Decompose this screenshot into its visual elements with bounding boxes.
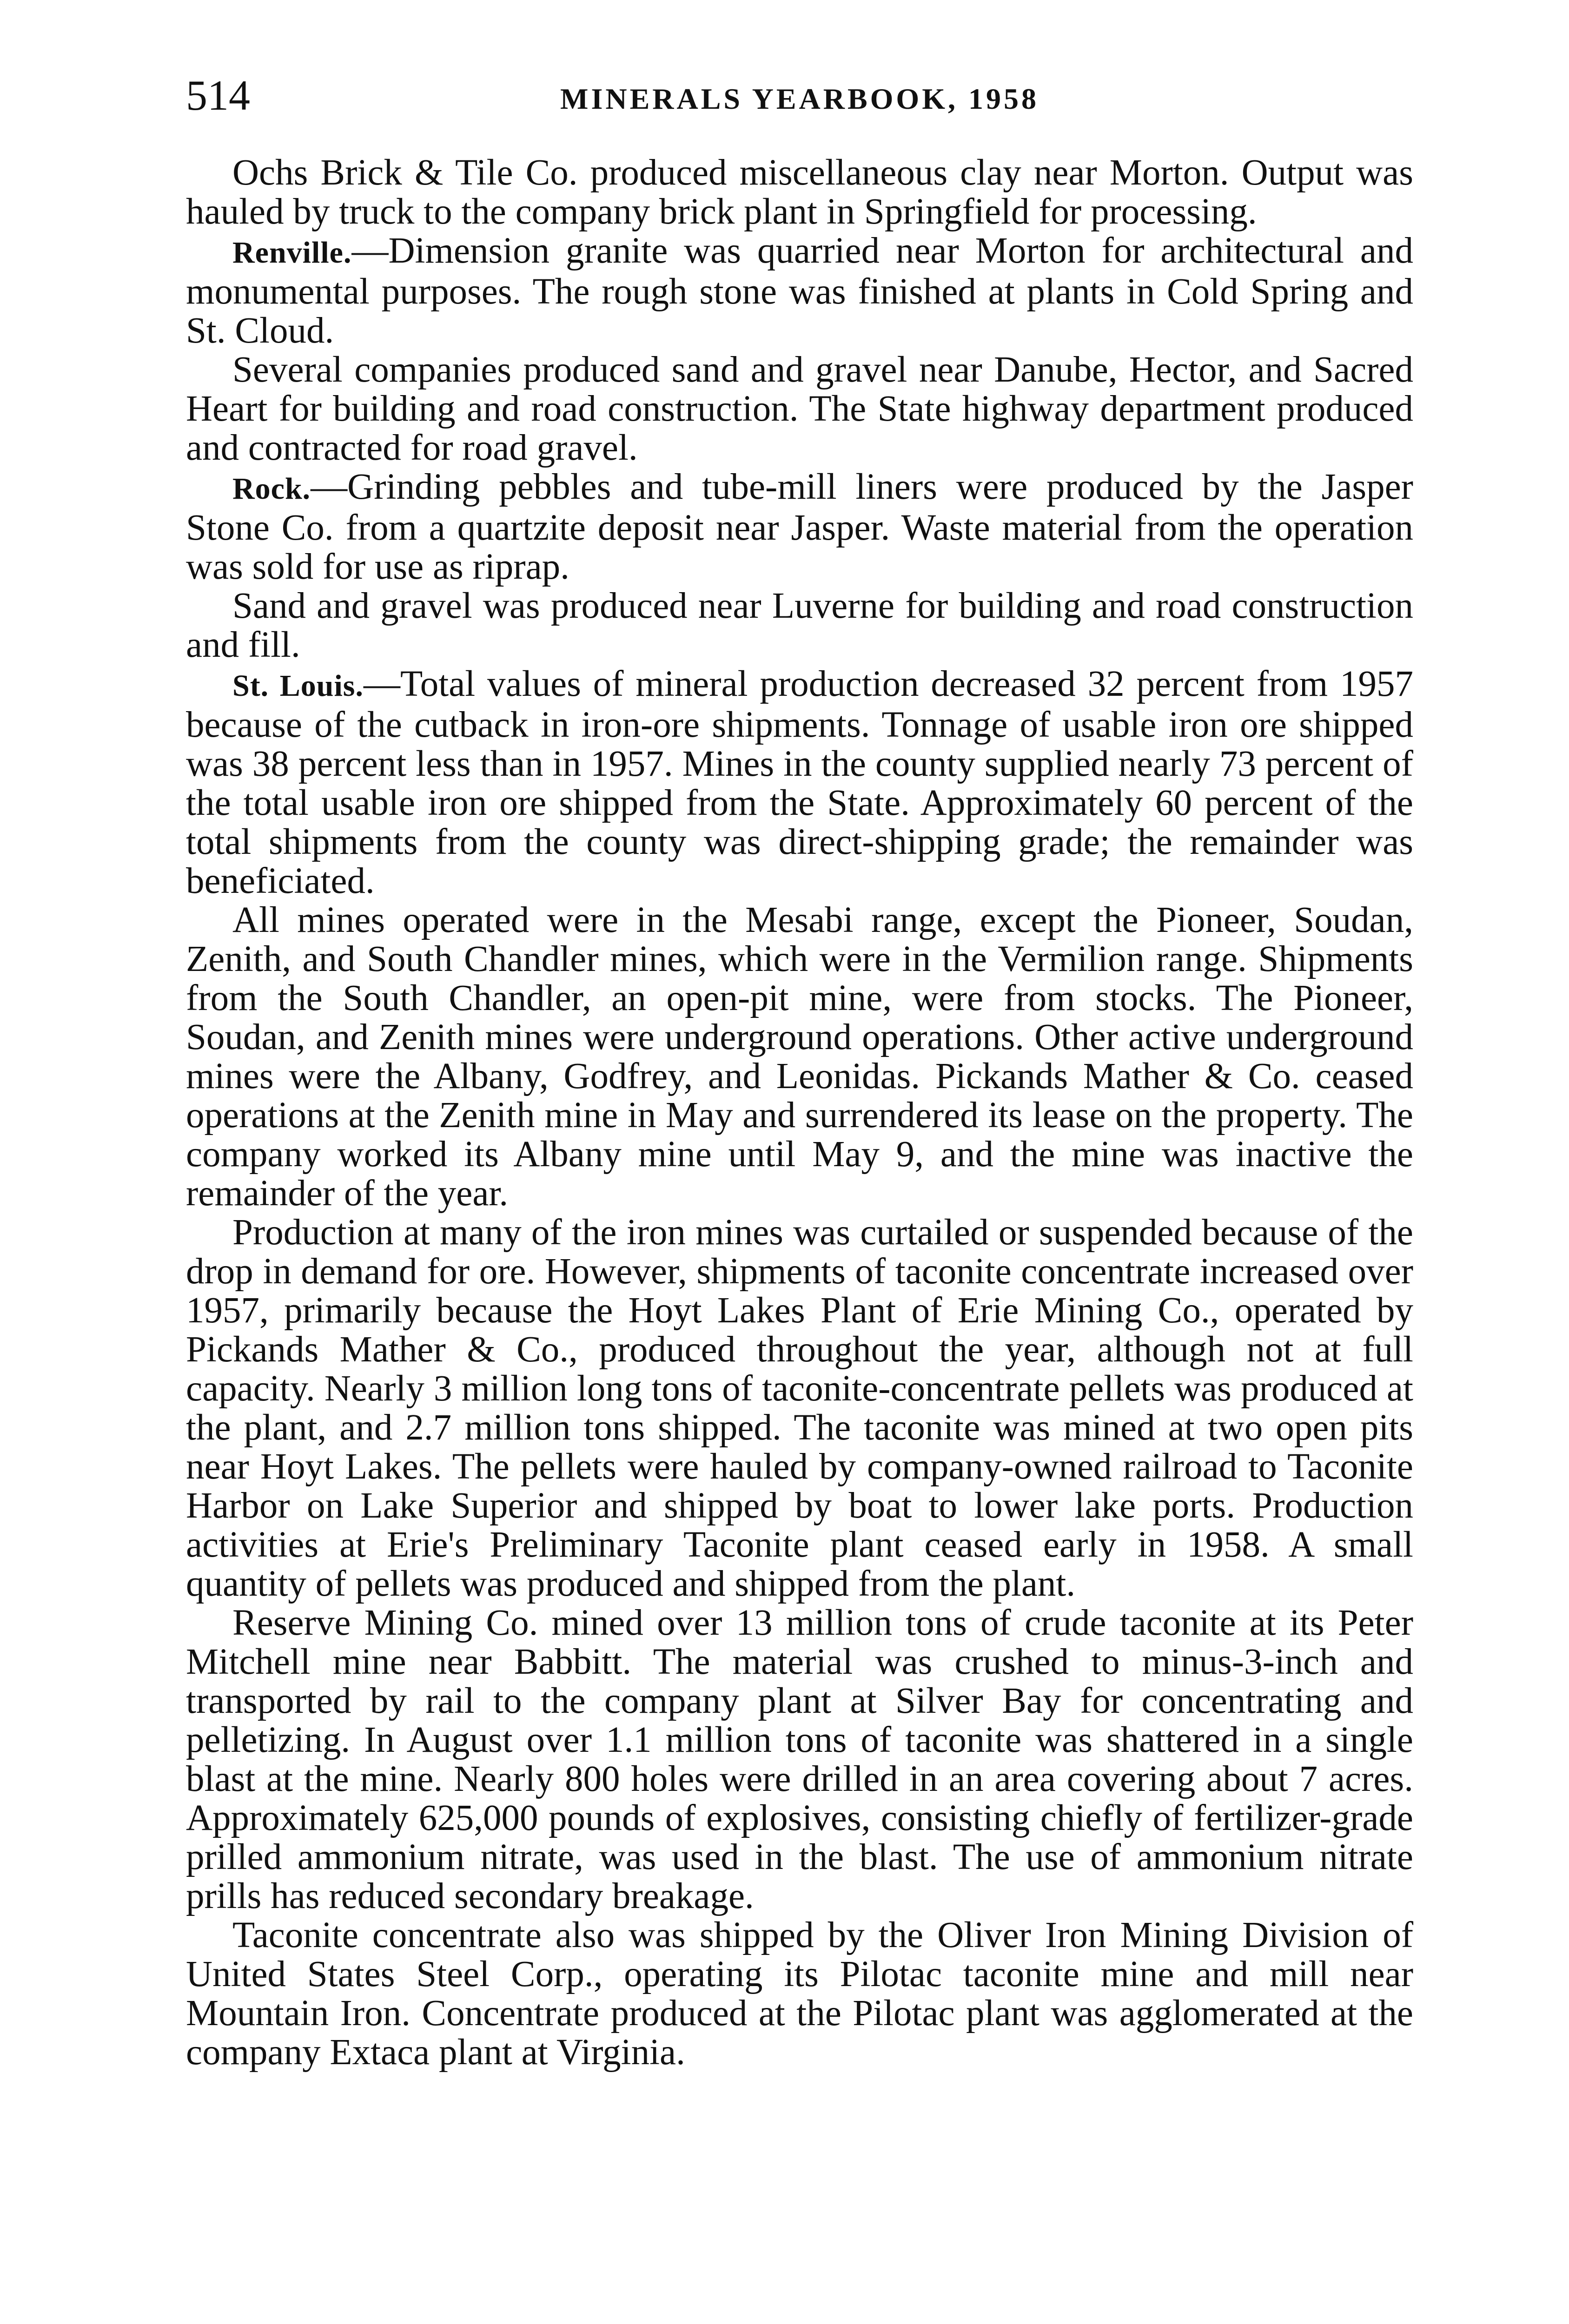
paragraph-text: Ochs Brick & Tile Co. produced miscellaneous clay near Morton. Output was hauled by truck to the company brick plant in Springfield for processing. bbox=[186, 152, 1413, 232]
paragraph bbox=[186, 665, 1413, 901]
paragraph-text: All mines operated were in the Mesabi range, except the Pioneer, Soudan, Zenith, and South Chandler mines, which were in the Vermilion range. Shipments from the South Chandler, an open-pit mine, were from stocks. The Pioneer, Soudan, and Zenith mines were underground operations. Other active underground mines were the Albany, Godfrey, and Leonidas. Pickands Mather & Co. ceased operations at the Zenith mine in May and surrendered its lease on the property. The company worked its Albany mine until May 9, and the mine was inactive the remainder of the year. bbox=[186, 900, 1413, 1214]
paragraph bbox=[186, 350, 1413, 468]
paragraph bbox=[186, 1213, 1413, 1604]
page-number: 514 bbox=[186, 72, 250, 119]
county-heading: Renville. bbox=[232, 236, 352, 270]
paragraph bbox=[186, 901, 1413, 1213]
paragraph-text: Several companies produced sand and gravel near Danube, Hector, and Sacred Heart for building and road construction. The State highway department produced and contracted for road gravel. bbox=[186, 350, 1413, 468]
paragraph-text: —Dimension granite was quarried near Morton for architectural and monumental purposes. The rough stone was finished at plants in Cold Spring and St. Cloud. bbox=[186, 231, 1413, 351]
paragraph bbox=[186, 587, 1413, 665]
paragraph-text: Sand and gravel was produced near Luverne for building and road construction and fill. bbox=[186, 586, 1413, 665]
paragraph bbox=[186, 153, 1413, 231]
county-heading: Rock. bbox=[232, 472, 311, 506]
page-header bbox=[186, 67, 1413, 132]
paragraph-text: —Total values of mineral production decreased 32 percent from 1957 because of the cutback in iron-ore shipments. Tonnage of usable iron ore shipped was 38 percent less than in 1957. Mines in the county supplied nearly 73 percent of the total usable iron ore shipped from the State. Approximately 60 percent of the total shipments from the county was direct-shipping grade; the remainder was beneficiated. bbox=[186, 664, 1414, 901]
paragraph bbox=[186, 1916, 1413, 2072]
paragraph bbox=[186, 1604, 1413, 1916]
paragraph-text: Reserve Mining Co. mined over 13 million tons of crude taconite at its Peter Mitchell mine near Babbitt. The material was crushed to minus-3-inch and transported by rail to the company plant at Silver Bay for concentrating and pelletizing. In August over 1.1 million tons of taconite was shattered in a single blast at the mine. Nearly 800 holes were drilled in an area covering about 7 acres. Approximately 625,000 pounds of explosives, consisting chiefly of fertilizer-grade prilled ammonium nitrate, was used in the blast. The use of ammonium nitrate prills has reduced secondary breakage. bbox=[186, 1603, 1413, 1916]
paragraph bbox=[186, 231, 1413, 350]
paragraph-text: Production at many of the iron mines was curtailed or suspended because of the drop in demand for ore. However, shipments of taconite concentrate increased over 1957, primarily because the Hoyt Lakes Plant of Erie Mining Co., operated by Pickands Mather & Co., produced throughout the year, although not at full capacity. Nearly 3 million long tons of taconite-concentrate pellets was produced at the plant, and 2.7 million tons shipped. The taconite was mined at two open pits near Hoyt Lakes. The pellets were hauled by company-owned railroad to Taconite Harbor on Lake Superior and shipped by boat to lower lake ports. Production activities at Erie's Preliminary Taconite plant ceased early in 1958. A small quantity of pellets was produced and shipped from the plant. bbox=[186, 1212, 1413, 1604]
paragraph-text: Taconite concentrate also was shipped by the Oliver Iron Mining Division of United States Steel Corp., operating its Pilotac taconite mine and mill near Mountain Iron. Concentrate produced at the Pilotac plant was agglomerated at the company Extaca plant at Virginia. bbox=[186, 1915, 1413, 2073]
body-text bbox=[186, 153, 1413, 2072]
paragraph-text: —Grinding pebbles and tube-mill liners were produced by the Jasper Stone Co. from a quartzite deposit near Jasper. Waste material from the operation was sold for use as riprap. bbox=[186, 467, 1413, 587]
county-heading: St. Louis. bbox=[232, 669, 364, 703]
running-head: MINERALS YEARBOOK, 1958 bbox=[560, 82, 1039, 115]
paragraph bbox=[186, 468, 1413, 587]
